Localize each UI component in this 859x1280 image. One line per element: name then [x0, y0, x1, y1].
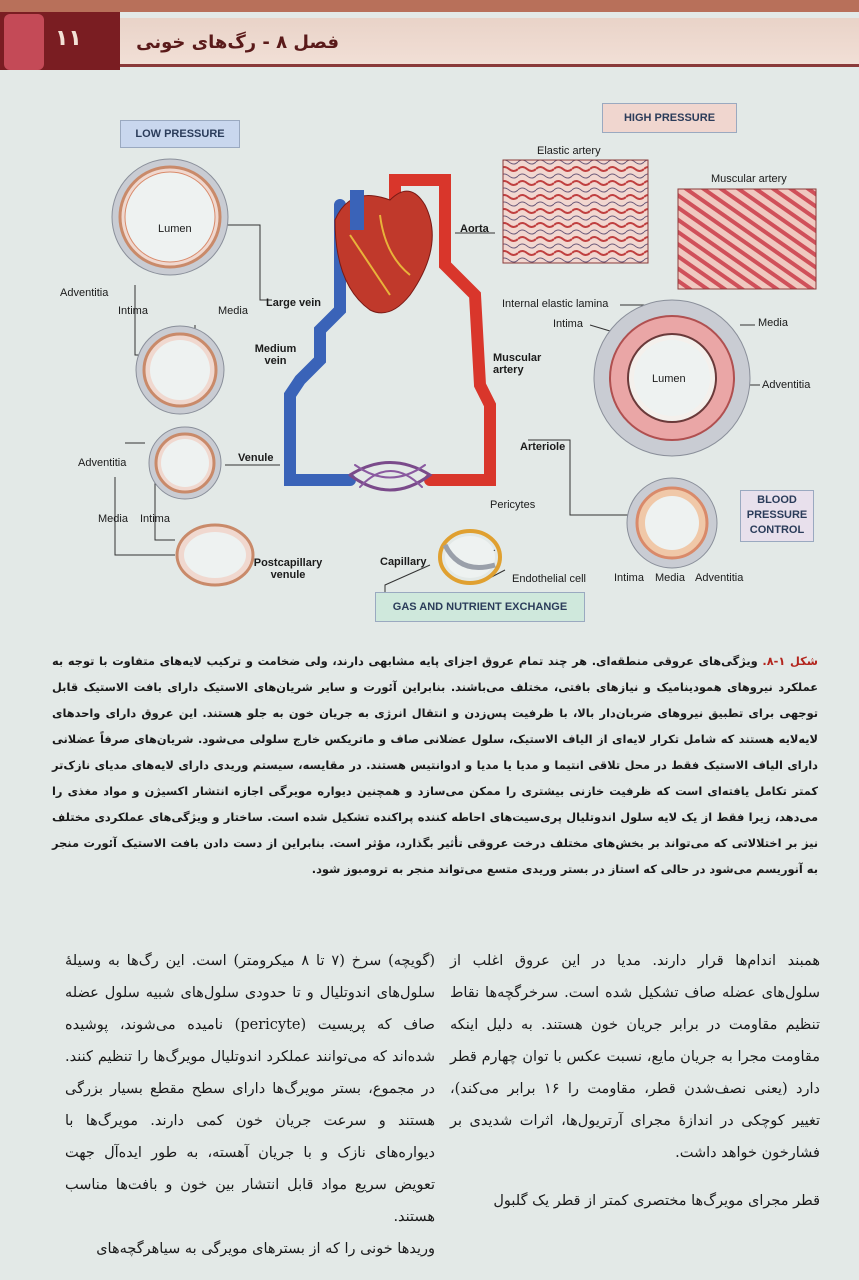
label-internal-elastic-lamina: Internal elastic lamina	[502, 298, 609, 310]
large-vein-section	[112, 159, 228, 275]
vascular-figure	[50, 95, 820, 635]
label-venule: Venule	[238, 452, 274, 464]
paragraph: قطر مجرای مویرگ‌ها مختصری کمتر از قطر یک گلبول	[493, 1193, 820, 1209]
figure-drawing	[50, 95, 820, 635]
gas-exchange-tag: GAS AND NUTRIENT EXCHANGE	[375, 592, 585, 622]
label-medium-vein: Medium vein	[254, 343, 297, 367]
venule-section	[149, 427, 221, 499]
chapter-title: فصل ۸ - رگ‌های خونی	[136, 32, 339, 53]
label-capillary: Capillary	[380, 556, 427, 568]
label-intima-3: Intima	[553, 318, 583, 330]
label-media-4: Media	[655, 572, 685, 584]
top-band	[0, 0, 859, 12]
paragraph: همبند اندام‌ها قرار دارند. مدیا در این عروق اغلب از سلول‌های عضله صاف تشکیل شده است. سرخرگچه‌ها نقاط تنظیم مقاومت در برابر جریان خون هستند. به دلیل اینکه مقاومت مجرا به جریان مایع، نسبت عکس با توان چهارم قطر دارد (یعنی نصف‌شدن قطر، مقاومت را ۱۶ برابر می‌کند)، تغییر کوچکی در اندازهٔ مجرای آرتریول‌ها، اثرات شدیدی بر فشارخون خواهد داشت.	[450, 953, 821, 1161]
label-intima-4: Intima	[614, 572, 644, 584]
postcapillary-venule-section	[177, 525, 253, 585]
capillary-section	[440, 531, 500, 583]
label-adventitia-1: Adventitia	[60, 287, 109, 299]
label-arteriole: Arteriole	[520, 441, 566, 453]
page-number-block	[0, 12, 120, 70]
label-large-vein: Large vein	[266, 297, 322, 309]
figure-caption	[52, 648, 818, 882]
label-intima-2: Intima	[140, 513, 170, 525]
label-adventitia-2: Adventitia	[78, 457, 127, 469]
heart-icon	[335, 190, 432, 313]
caption-text: ویژگی‌های عروقی منطقه‌ای. هر چند تمام عروق اجزای پایه مشابهی دارند، ولی ضخامت و ترکیب لایه‌های متفاوت با توجه به عملکرد نیروهای همودینامیک و نیازهای بافتی، مختلف می‌باشند. بنابراین آئورت و سایر شریان‌های الاستیک دارای بافت الاستیک قابل توجهی برای تطبیق نیروهای ضربان‌دار بالا، با ظرفیت پس‌زدن و انتقال انرژی به جریان خون به جلو هستند. این عروق دارای واحدهای لایه‌لایه هستند که شامل تکرار لایه‌ای از الیاف الاستیک، سلول عضلانی صاف و ماتریکس خارج سلولی می‌شود. شریان‌های صرفاً عضلانی دارای الیاف الاستیک فقط در محل تلاقی انتیما و مدیا یا مدیا و ادوانتیس هستند. در مقایسه، سیستم وریدی دارای لایه‌های مدیای نازک‌تر کمتر تکامل یافته‌ای است که ظرفیت خازنی بیشتری را ممکن می‌سازد و همچنین دیواره مویرگی اجازه انتشار اکسیژن و مواد مغذی را می‌دهد، زیرا فقط از یک لایه سلول اندوتلیال پری‌سیت‌های احاطه کننده پراکنده تشکیل شده است. ساختار و ویژگی‌های عملکردی مختلف نیز بر اختلالاتی که می‌تواند بر بخش‌های مختلف درخت عروقی تأثیر بگذارد، مؤثر است. بنابراین از دست دادن بافت الاستیک آئورت منجر به آنوریسم می‌شود در حالی که استاز در بستر وریدی متسع می‌تواند منجر به ترومبوز شود.	[52, 654, 818, 876]
label-adventitia-3: Adventitia	[762, 379, 811, 391]
paragraph: (گویچه) سرخ (۷ تا ۸ میکرومتر) است. این رگ‌ها به وسیلهٔ سلول‌های اندوتلیال و تا حدودی سلول‌های شبیه سلول عضله صاف که پریسیت (pericyte) نامیده می‌شوند، پوشیده شده‌اند که می‌توانند عملکرد اندوتلیال مویرگ‌ها را تنظیم کنند. در مجموع، بستر مویرگ‌ها دارای سطح مقطع بسیار بزرگی هستند و سرعت جریان خون کمی دارند. مویرگ‌ها با دیواره‌های نازک و با جریان آهسته، به طور ایده‌آل جهت تعویض سریع مواد قابل انتشار بین خون و بافت‌ها مناسب هستند.	[65, 953, 436, 1225]
label-aorta: Aorta	[460, 223, 489, 235]
high-pressure-tag: HIGH PRESSURE	[602, 103, 737, 133]
bp-control-tag: BLOOD PRESSURE CONTROL	[740, 490, 814, 542]
label-pericytes: Pericytes	[490, 499, 536, 511]
label-intima-1: Intima	[118, 305, 148, 317]
page-number: ١١	[55, 26, 82, 51]
elastic-artery-block	[503, 160, 648, 263]
muscular-artery-block	[678, 189, 816, 289]
chapter-badge-icon	[4, 14, 44, 70]
header-rule	[120, 64, 859, 67]
body-column-right	[450, 945, 820, 1217]
paragraph: وریدها خونی را که از بسترهای مویرگی به سیاهرگچه‌های	[96, 1241, 435, 1257]
label-lumen-left: Lumen	[158, 223, 192, 235]
figure-reference: شکل ۱-۸.	[762, 654, 818, 668]
label-elastic-artery: Elastic artery	[537, 145, 601, 157]
label-postcapillary-venule: Postcapillary venule	[253, 557, 323, 581]
label-adventitia-4: Adventitia	[695, 572, 744, 584]
body-column-left	[65, 945, 435, 1265]
medium-vein-section	[136, 326, 224, 414]
label-endothelial-cell: Endothelial cell	[512, 573, 586, 585]
page-header	[0, 12, 859, 70]
label-media-1: Media	[218, 305, 248, 317]
label-muscular-artery-top: Muscular artery	[711, 173, 787, 185]
label-media-3: Media	[758, 317, 788, 329]
arteriole-section	[627, 478, 717, 568]
label-muscular-artery: Muscular artery	[493, 352, 542, 376]
low-pressure-tag: LOW PRESSURE	[120, 120, 240, 148]
label-media-2: Media	[98, 513, 128, 525]
label-lumen-right: Lumen	[652, 373, 686, 385]
